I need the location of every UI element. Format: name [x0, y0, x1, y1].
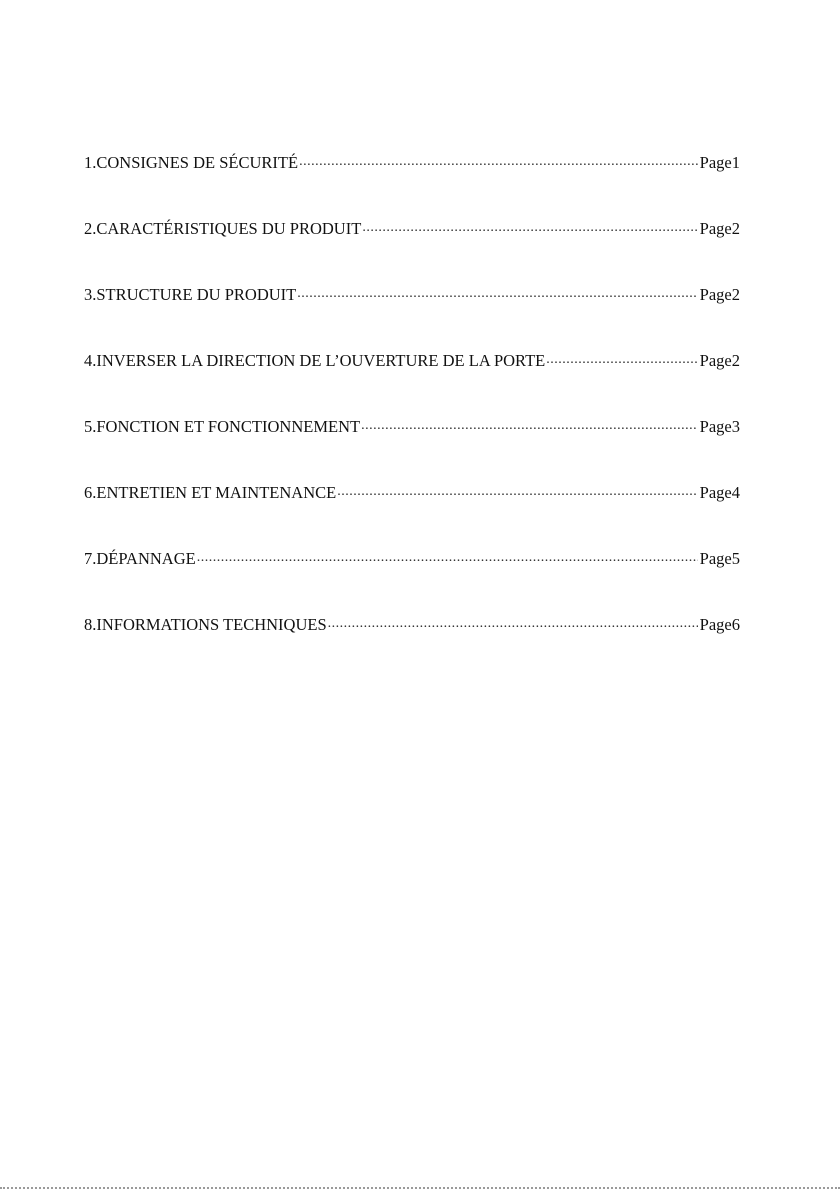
toc-entry-page: Page3: [699, 417, 740, 436]
toc-entry-page: Page5: [699, 549, 740, 568]
toc-entry-page: Page1: [699, 153, 740, 172]
toc-entry-page: Page2: [699, 351, 740, 370]
toc-entry-page: Page2: [699, 219, 740, 238]
dot-leader: [299, 145, 698, 177]
table-of-contents: [84, 148, 740, 676]
toc-entry-label: 2.CARACTÉRISTIQUES DU PRODUIT: [84, 219, 362, 238]
toc-entry-function[interactable]: [84, 412, 740, 478]
toc-entry-page: Page6: [699, 615, 740, 634]
toc-entry-technical-info[interactable]: [84, 610, 740, 676]
toc-entry-structure[interactable]: [84, 280, 740, 346]
toc-entry-label: 7.DÉPANNAGE: [84, 549, 196, 568]
dot-leader: [297, 277, 697, 309]
dot-leader: [546, 343, 697, 375]
dot-leader: [328, 607, 698, 639]
toc-entry-label: 5.FONCTION ET FONCTIONNEMENT: [84, 417, 361, 436]
toc-entry-characteristics[interactable]: [84, 214, 740, 280]
toc-entry-label: 6.ENTRETIEN ET MAINTENANCE: [84, 483, 337, 502]
page-bottom-border: [0, 1187, 840, 1192]
toc-entry-label: 4.INVERSER LA DIRECTION DE L’OUVERTURE DE LA PORTE: [84, 351, 546, 370]
toc-entry-label: 8.INFORMATIONS TECHNIQUES: [84, 615, 327, 634]
dot-leader: [337, 475, 697, 507]
toc-entry-label: 3.STRUCTURE DU PRODUIT: [84, 285, 297, 304]
toc-entry-safety[interactable]: [84, 148, 740, 214]
dot-leader: [361, 409, 698, 441]
dot-leader: [362, 211, 697, 243]
toc-entry-troubleshooting[interactable]: [84, 544, 740, 610]
toc-entry-label: 1.CONSIGNES DE SÉCURITÉ: [84, 153, 299, 172]
toc-entry-page: Page4: [699, 483, 740, 502]
dot-leader: [197, 541, 698, 573]
toc-entry-page: Page2: [699, 285, 740, 304]
toc-entry-maintenance[interactable]: [84, 478, 740, 544]
toc-entry-door-reversal[interactable]: [84, 346, 740, 412]
